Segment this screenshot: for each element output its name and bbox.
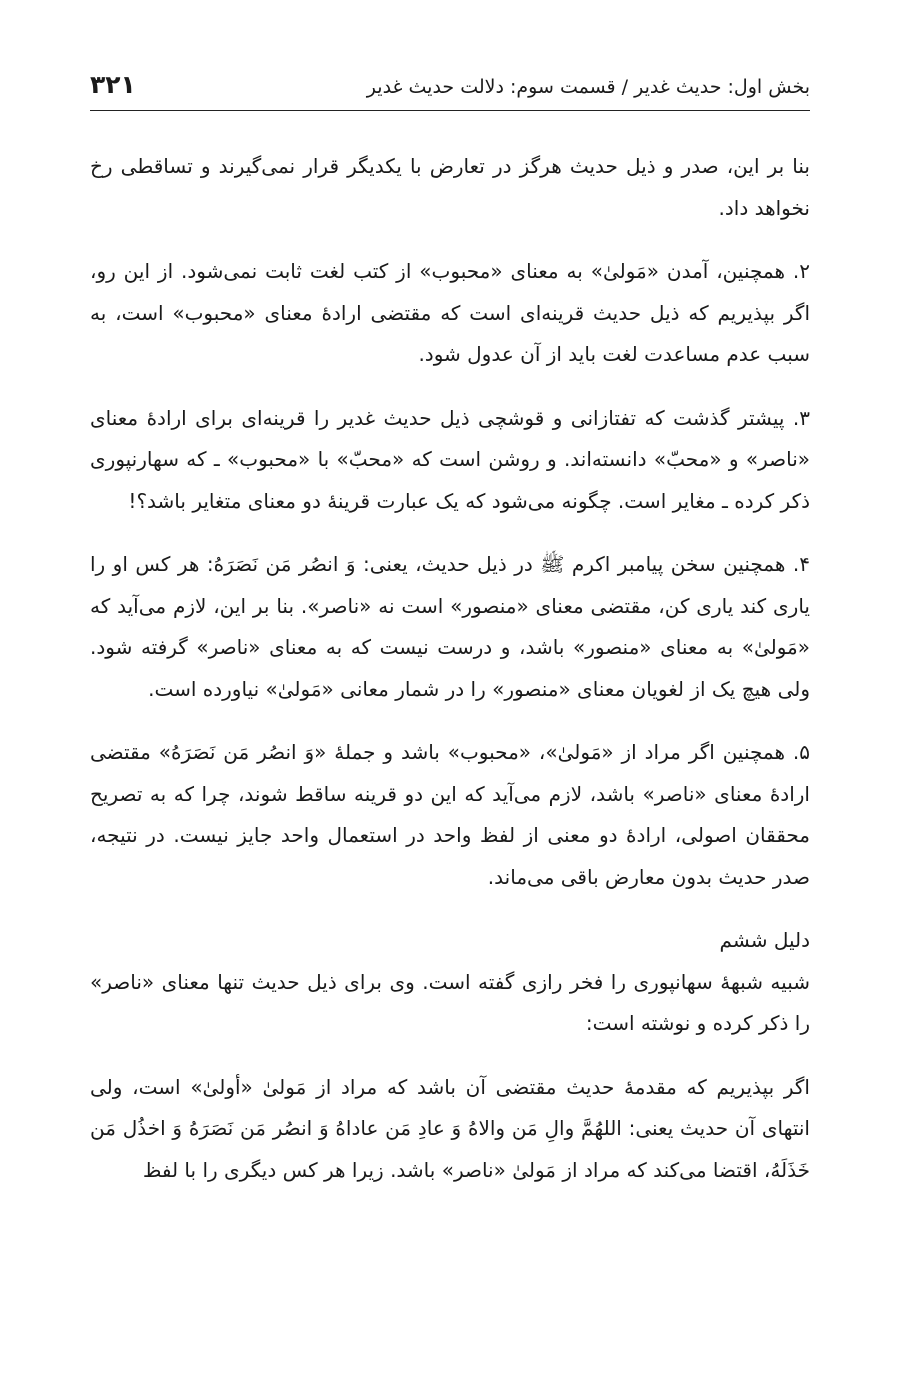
paragraph-2: ۲. همچنین، آمدن «مَولیٰ» به معنای «محبوب» از کتب لغت ثابت نمی‌شود. از این رو، اگر بپذیریم که ذیل حدیث قرینه‌ای است که مقتضی ارادۀ معنای «محبوب» است، به سبب عدم مساعدت لغت باید از آن عدول شود. — [90, 259, 810, 366]
paragraph-3: ۳. پیشتر گذشت که تفتازانی و قوشچی ذیل حدیث غدیر را قرینه‌ای برای ارادۀ معنای «ناصر» و «محبّ» دانسته‌اند. و روشن است که «محبّ» با «محبوب» ـ که سهارنپوری ذکر کرده ـ مغایر است. چگونه می‌شود که یک عبارت قرینۀ دو معنای متغایر باشد؟! — [90, 405, 810, 513]
paragraph-4: ۴. همچنین سخن پیامبر اکرم ﷺ در ذیل حدیث، یعنی: وَ انصُر مَن نَصَرَهُ: هر کس او را یاری کند یاری کن، مقتضی معنای «منصور» است نه «ناصر». بنا بر این، لازم می‌آید که «مَولیٰ» به معنای «منصور» باشد، و درست نیست که به معنای «ناصر» گرفته شود. ولی هیچ یک از لغویان معنای «منصور» را در شمار معانی «مَولیٰ» نیاورده است. — [90, 552, 810, 701]
paragraph-1: بنا بر این، صدر و ذیل حدیث هرگز در تعارض با یکدیگر قرار نمی‌گیرند و تساقطی رخ نخواهد داد. — [90, 154, 810, 220]
paragraph-6: شبیه شبهۀ سهانپوری را فخر رازی گفته است. وی برای ذیل حدیث تنها معنای «ناصر» را ذکر کرده و نوشته است: — [90, 969, 810, 1035]
section-heading: دلیل ششم — [719, 928, 810, 952]
quoted-paragraph: اگر بپذیریم که مقدمۀ حدیث مقتضی آن باشد که مراد از مَولیٰ «أولیٰ» است، ولی انتهای آن حدیث یعنی: اللهُمَّ والِ مَن والاهُ وَ عادِ مَن عاداهُ وَ انصُر مَن نَصَرَهُ وَ اخذُل مَن خَذَلَهُ، اقتضا می‌کند که مراد از مَولیٰ «ناصر» باشد. زیرا هر کس دیگری را با لفظ — [90, 1074, 810, 1182]
page-body — [90, 146, 810, 1191]
paragraph-5: ۵. همچنین اگر مراد از «مَولیٰ»، «محبوب» باشد و جملۀ «وَ انصُر مَن نَصَرَهُ» مقتضی ارادۀ معنای «ناصر» باشد، لازم می‌آید که این دو قرینه ساقط شوند، چرا که به تصریح محققان اصولی، ارادۀ دو معنی از لفظ واحد در استعمال واحد جایز نیست. در نتیجه، صدر حدیث بدون معارض باقی می‌ماند. — [90, 740, 810, 889]
running-header-title: بخش اول: حدیث غدیر / قسمت سوم: دلالت حدیث غدیر — [366, 76, 810, 98]
page-number: ۳۲۱ — [90, 70, 136, 99]
page-header — [90, 70, 810, 111]
